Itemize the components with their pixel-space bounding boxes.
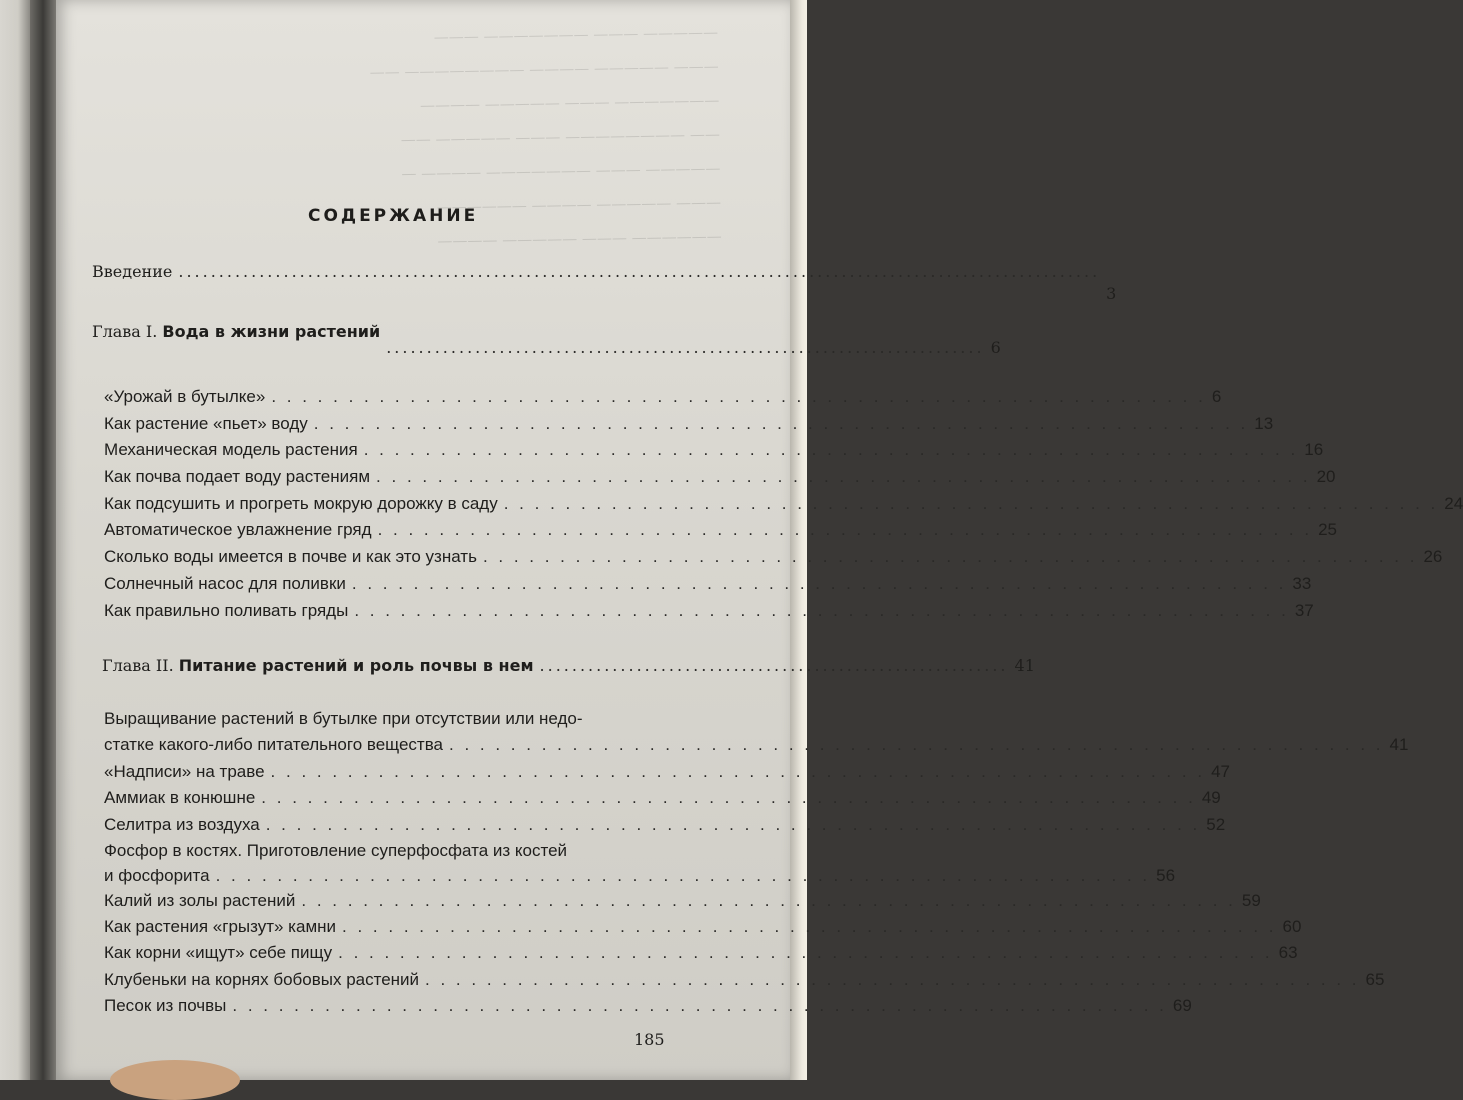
leader-dots: .................................................................................................................. <box>178 262 1101 281</box>
toc-entry-label: Селитра из воздуха <box>104 815 260 834</box>
toc-entry-page: 24 <box>1444 494 1463 513</box>
toc-chapter-1-label: Глава I. Вода в жизни растений <box>92 322 381 341</box>
toc-entry-page: 49 <box>1201 788 1221 807</box>
page-title: СОДЕРЖАНИЕ <box>308 206 479 226</box>
toc-entry-page: 33 <box>1292 574 1312 593</box>
book-gutter <box>30 0 56 1080</box>
toc-entry-page: 26 <box>1423 547 1443 566</box>
leader-dots: . . . . . . . . . . . . . . . . . . . . . . . . . . . . . . . . . . . . . . . . . . . . . . . . . . . . . . . . . . . . . <box>449 735 1384 754</box>
toc-entry <box>104 440 1324 460</box>
toc-entry <box>104 762 1230 782</box>
leader-dots: . . . . . . . . . . . . . . . . . . . . . . . . . . . . . . . . . . . . . . . . . . . . . . . . . . . . . . . . . . . . . <box>261 788 1196 807</box>
leader-dots: . . . . . . . . . . . . . . . . . . . . . . . . . . . . . . . . . . . . . . . . . . . . . . . . . . . . . . . . . . . . . <box>342 917 1277 936</box>
page-number: 185 <box>634 1030 665 1049</box>
toc-entry-label: Автоматическое увлажнение гряд <box>104 520 372 539</box>
toc-entry-label: «Урожай в бутылке» <box>104 387 266 406</box>
toc-entry <box>104 788 1221 808</box>
toc-entry-page: 16 <box>1304 440 1324 459</box>
toc-entry-label: Механическая модель растения <box>104 440 358 459</box>
toc-intro-page: 3 <box>1106 284 1117 303</box>
toc-entry-label: Как подсушить и прогреть мокрую дорожку в саду <box>104 494 498 513</box>
toc-entry-label: Выращивание растений в бутылке при отсутствии или недо- <box>104 709 583 728</box>
toc-entry-label: статке какого-либо питательного вещества <box>104 735 444 754</box>
toc-chapter-1 <box>92 322 1001 357</box>
toc-entry <box>104 494 1463 514</box>
toc-entry-page: 47 <box>1211 762 1230 781</box>
leader-dots: . . . . . . . . . . . . . . . . . . . . . . . . . . . . . . . . . . . . . . . . . . . . . . . . . . . . . . . . . . . . . <box>265 815 1201 834</box>
toc-entry <box>104 520 1337 540</box>
leader-dots: . . . . . . . . . . . . . . . . . . . . . . . . . . . . . . . . . . . . . . . . . . . . . . . . . . . . . . . . . . . . . <box>377 520 1313 539</box>
toc-entry-page: 20 <box>1316 467 1336 486</box>
toc-entry-label: Клубеньки на корнях бобовых растений <box>104 970 420 989</box>
toc-entry-page: 59 <box>1241 891 1261 910</box>
toc-entry-page: 6 <box>1211 387 1222 406</box>
leader-dots: . . . . . . . . . . . . . . . . . . . . . . . . . . . . . . . . . . . . . . . . . . . . . . . . . . . . . . . . . . . . . <box>351 574 1287 593</box>
leader-dots: . . . . . . . . . . . . . . . . . . . . . . . . . . . . . . . . . . . . . . . . . . . . . . . . . . . . . . . . . . . . . <box>376 467 1311 486</box>
leader-dots: . . . . . . . . . . . . . . . . . . . . . . . . . . . . . . . . . . . . . . . . . . . . . . . . . . . . . . . . . . . . . <box>482 547 1418 566</box>
toc-entry <box>104 841 674 861</box>
toc-entry <box>104 414 1274 434</box>
toc-entry-label: Калий из золы растений <box>104 891 296 910</box>
toc-entry-page: 37 <box>1294 601 1314 620</box>
toc-entry <box>104 601 1314 621</box>
toc-entry <box>104 996 1192 1016</box>
toc-entry <box>104 467 1336 487</box>
toc-entry <box>104 970 1385 990</box>
leader-dots: . . . . . . . . . . . . . . . . . . . . . . . . . . . . . . . . . . . . . . . . . . . . . . . . . . . . . . . . . . . . . <box>232 996 1167 1015</box>
show-through-text: ————— ——— ——————— ——— ——— ————— ———— ———————— —— ——————— ——— ————— ———— —— ———————— ——— ————— —— ————— ——— ——————— ———— — ——— ————— ———— —————— —————— ——— ————— ———— <box>369 23 722 251</box>
toc-entry-page: 41 <box>1389 735 1409 754</box>
toc-intro <box>92 262 1117 303</box>
toc-entry <box>104 815 1226 835</box>
toc-entry <box>104 891 1261 911</box>
toc-entry <box>104 387 1222 407</box>
toc-chapter-1-page: 6 <box>990 338 1001 357</box>
toc-entry-page: 13 <box>1254 414 1274 433</box>
toc-entry-label: Песок из почвы <box>104 996 227 1015</box>
toc-chapter-2 <box>102 656 1035 675</box>
toc-entry-page: 69 <box>1172 996 1192 1015</box>
toc-entry-page: 65 <box>1365 970 1385 989</box>
toc-entry <box>104 943 1298 963</box>
toc-entry-label: Как растение «пьет» воду <box>104 414 308 433</box>
toc-entry-page: 56 <box>1156 866 1176 885</box>
leader-dots: . . . . . . . . . . . . . . . . . . . . . . . . . . . . . . . . . . . . . . . . . . . . . . . . . . . . . . . . . . . . . <box>338 943 1273 962</box>
leader-dots: . . . . . . . . . . . . . . . . . . . . . . . . . . . . . . . . . . . . . . . . . . . . . . . . . . . . . . . . . . . . . <box>354 601 1289 620</box>
toc-entry <box>104 735 1409 755</box>
toc-entry-label: Фосфор в костях. Приготовление суперфосфата из костей <box>104 841 568 860</box>
toc-entry-page: 25 <box>1318 520 1337 539</box>
toc-chapter-2-label: Глава II. Питание растений и роль почвы в нем <box>102 656 534 675</box>
toc-entry-label: «Надписи» на траве <box>104 762 265 781</box>
toc-entry-label: Как корни «ищут» себе пищу <box>104 943 333 962</box>
leader-dots: .......................................................................... <box>386 338 985 357</box>
toc-entry-page: 63 <box>1278 943 1298 962</box>
toc-entry-page: 52 <box>1206 815 1226 834</box>
toc-entry-label: Сколько воды имеется в почве и как это узнать <box>104 547 477 566</box>
toc-entry <box>104 709 672 729</box>
toc-entry-label: Как почва подает воду растениям <box>104 467 371 486</box>
toc-entry-label: Как правильно поливать гряды <box>104 601 349 620</box>
toc-entry <box>104 866 1176 886</box>
toc-entry <box>104 917 1302 937</box>
leader-dots: . . . . . . . . . . . . . . . . . . . . . . . . . . . . . . . . . . . . . . . . . . . . . . . . . . . . . . . . . . . . . <box>503 494 1439 513</box>
toc-entry-label: Солнечный насос для поливки <box>104 574 346 593</box>
toc-entry-label: Как растения «грызут» камни <box>104 917 337 936</box>
toc-entry <box>104 574 1312 594</box>
leader-dots: . . . . . . . . . . . . . . . . . . . . . . . . . . . . . . . . . . . . . . . . . . . . . . . . . . . . . . . . . . . . . <box>270 762 1206 781</box>
leader-dots: . . . . . . . . . . . . . . . . . . . . . . . . . . . . . . . . . . . . . . . . . . . . . . . . . . . . . . . . . . . . . <box>215 866 1151 885</box>
leader-dots: . . . . . . . . . . . . . . . . . . . . . . . . . . . . . . . . . . . . . . . . . . . . . . . . . . . . . . . . . . . . . <box>425 970 1360 989</box>
facing-page-edge <box>0 0 30 1080</box>
leader-dots: . . . . . . . . . . . . . . . . . . . . . . . . . . . . . . . . . . . . . . . . . . . . . . . . . . . . . . . . . . . . . <box>271 387 1206 406</box>
toc-entry-label: Аммиак в конюшне <box>104 788 256 807</box>
leader-dots: .......................................................... <box>539 656 1009 675</box>
toc-chapter-2-page: 41 <box>1014 656 1035 675</box>
toc-intro-label: Введение <box>92 262 173 281</box>
toc-entry-page: 60 <box>1282 917 1302 936</box>
leader-dots: . . . . . . . . . . . . . . . . . . . . . . . . . . . . . . . . . . . . . . . . . . . . . . . . . . . . . . . . . . . . . <box>363 440 1299 459</box>
leader-dots: . . . . . . . . . . . . . . . . . . . . . . . . . . . . . . . . . . . . . . . . . . . . . . . . . . . . . . . . . . . . . <box>301 891 1236 910</box>
leader-dots: . . . . . . . . . . . . . . . . . . . . . . . . . . . . . . . . . . . . . . . . . . . . . . . . . . . . . . . . . . . . . <box>313 414 1249 433</box>
toc-entry <box>104 547 1443 567</box>
finger <box>110 1060 240 1100</box>
toc-entry-label: и фосфорита <box>104 866 210 885</box>
